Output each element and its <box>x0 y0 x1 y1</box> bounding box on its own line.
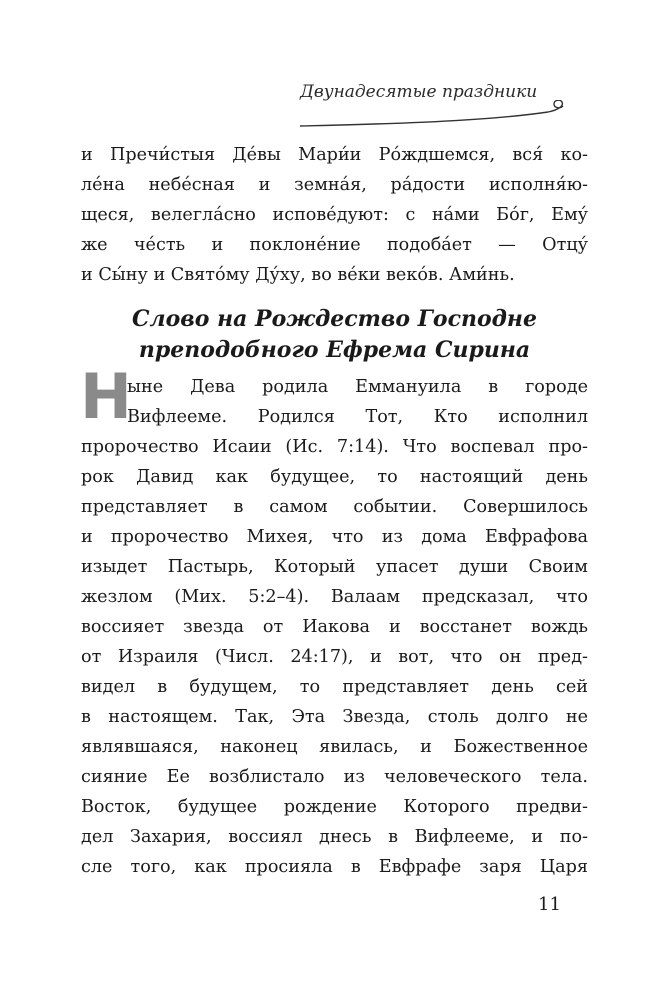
body-line: воссияет звезда от Иакова и восстанет вождь <box>81 617 588 637</box>
body-line: и пророчество Михея, что из дома Евфрафова <box>81 527 588 547</box>
flourish-ornament-icon <box>300 100 570 130</box>
prev-text-line: и Сы́ну и Свято́му Ду́ху, во ве́ки веко́в. Ами́нь. <box>81 265 515 285</box>
body-line: жезлом (Мих. 5:2–4). Валаам предсказал, что <box>81 587 588 607</box>
body-line: от Израиля (Числ. 24:17), и вот, что он пред- <box>81 647 588 667</box>
page-number: 11 <box>538 894 561 915</box>
body-line: видел в будущем, то представляет день сей <box>81 677 588 697</box>
prev-text-line: щеся, велегла́сно испове́дуют: с на́ми Бо́г, Ему́ <box>81 205 588 225</box>
body-line: сияние Ее возблистало из человеческого тела. <box>81 767 588 787</box>
body-line: изыдет Пастырь, Который упасет души Своим <box>81 557 588 577</box>
body-line: дел Захария, воссиял днесь в Вифлееме, и по- <box>81 827 588 847</box>
body-line: в настоящем. Так, Эта Звезда, столь долго не <box>81 707 588 727</box>
body-line: сле того, как просияла в Евфрафе заря Царя <box>81 857 588 877</box>
running-head: Двунадесятые праздники <box>300 82 538 102</box>
body-line: пророчество Исаии (Ис. 7:14). Что воспевал про- <box>81 437 588 457</box>
section-heading-line: преподобного Ефрема Сирина <box>138 337 531 363</box>
body-line: представляет в самом событии. Совершилось <box>81 497 588 517</box>
section-heading-line: Слово на Рождество Господне <box>132 306 537 332</box>
dropcap-letter: Н <box>80 360 132 433</box>
prev-text-line: же че́сть и поклоне́ние подоба́ет — Отцу́ <box>81 235 588 255</box>
body-line: Вифлееме. Родился Тот, Кто исполнил <box>127 407 588 427</box>
body-line: рок Давид как будущее, то настоящий день <box>81 467 588 487</box>
prev-text-line: и Пречи́стыя Де́вы Мари́и Ро́ждшемся, вся́ ко- <box>81 145 588 165</box>
prev-text-line: ле́на небе́сная и земна́я, ра́дости исполня́ю- <box>81 175 588 195</box>
body-line: являвшаяся, наконец явилась, и Божественное <box>81 737 588 757</box>
body-line: Восток, будущее рождение Которого предви- <box>81 797 588 817</box>
body-line: ыне Дева родила Еммануила в городе <box>127 377 588 397</box>
